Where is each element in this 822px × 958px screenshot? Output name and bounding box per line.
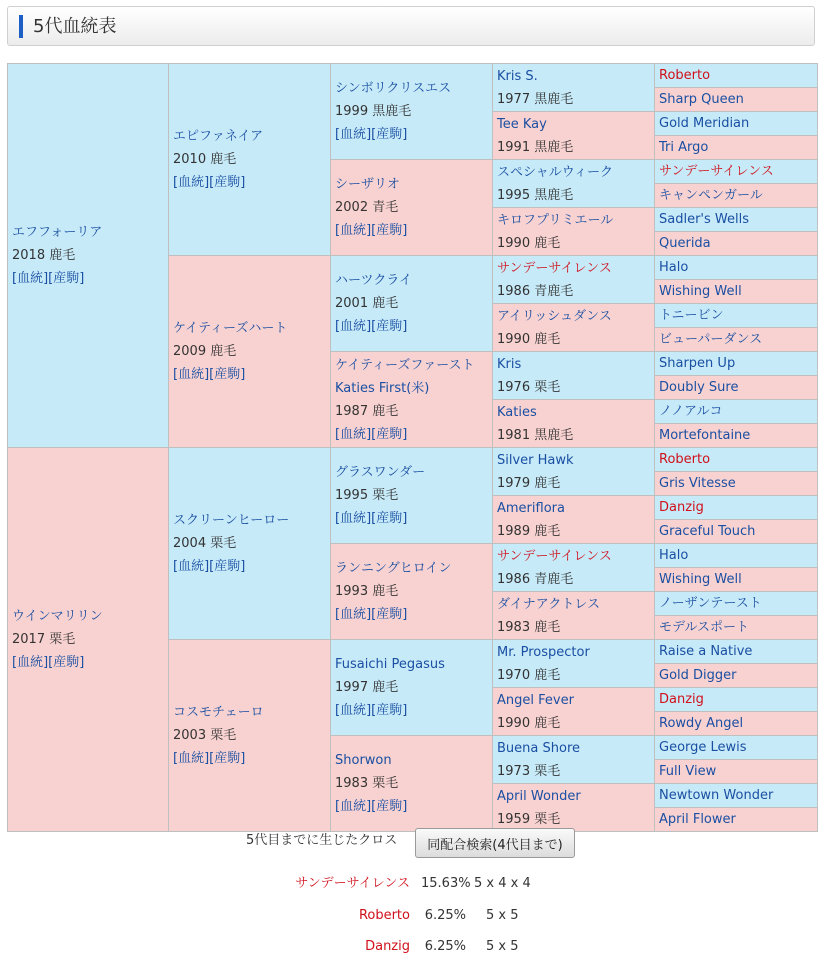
ancestor-gen5: [655, 448, 818, 472]
ancestor-gen4: [493, 640, 655, 688]
pedigree-progeny-links[interactable]: [血統][産駒]: [173, 751, 246, 766]
pedigree-progeny-links[interactable]: [血統][産駒]: [335, 511, 408, 526]
ancestor-gen5: [655, 736, 818, 760]
horse-info: 1989 鹿毛: [497, 523, 561, 539]
cross-pattern: 5 x 4 x 4: [474, 876, 531, 891]
cross-horse-name-text[interactable]: Danzig: [365, 939, 410, 954]
horse-name-link[interactable]: Gold Digger: [659, 668, 737, 683]
horse-name-link[interactable]: Angel Fever: [497, 692, 574, 708]
ancestor-gen5: [655, 64, 818, 88]
horse-name-link[interactable]: サンデーサイレンス: [497, 260, 612, 276]
horse-info: 1990 鹿毛: [497, 235, 561, 251]
horse-name-link[interactable]: Gold Meridian: [659, 116, 750, 131]
ancestor-gen5: [655, 520, 818, 544]
horse-info: 2009 鹿毛: [173, 344, 237, 359]
pedigree-progeny-links[interactable]: [血統][産駒]: [173, 175, 246, 190]
horse-info: 1997 鹿毛: [335, 680, 399, 695]
ancestor-gen3: [331, 448, 493, 544]
ancestor-gen4: [493, 688, 655, 736]
ancestor-gen5: [655, 568, 818, 592]
horse-name-link[interactable]: Mr. Prospector: [497, 644, 590, 660]
ancestor-gen3: [331, 256, 493, 352]
horse-name-link[interactable]: エピファネイア: [173, 129, 264, 144]
horse-info: 2018 鹿毛: [12, 248, 76, 263]
ancestor-gen5: [655, 304, 818, 328]
horse-name-link[interactable]: トニービン: [659, 308, 724, 323]
ancestor-gen5: [655, 640, 818, 664]
ancestor-gen5: [655, 280, 818, 304]
horse-name-link[interactable]: Mortefontaine: [659, 428, 751, 443]
ancestor-gen4: [493, 160, 655, 208]
pedigree-progeny-links[interactable]: [血統][産駒]: [173, 367, 246, 382]
ancestor-gen5: [655, 184, 818, 208]
horse-info: 1986 青鹿毛: [497, 283, 574, 299]
section-heading: [7, 6, 815, 46]
ancestor-gen4: [493, 304, 655, 352]
horse-info: 1977 黒鹿毛: [497, 91, 574, 107]
ancestor-gen4: [493, 112, 655, 160]
horse-name-link[interactable]: モデルスポート: [659, 620, 749, 635]
horse-name-link[interactable]: エフフォーリア: [12, 225, 103, 240]
ancestor-gen2: [169, 640, 331, 832]
ancestor-gen5: [655, 784, 818, 808]
ancestor-gen2: [169, 448, 331, 640]
horse-name-link[interactable]: Kris: [497, 356, 522, 372]
ancestor-gen5: [655, 664, 818, 688]
ancestor-gen3: [331, 640, 493, 736]
horse-name-link[interactable]: ビューパーダンス: [659, 332, 763, 347]
horse-name-link[interactable]: ノーザンテースト: [659, 596, 762, 611]
horse-name-link[interactable]: Roberto: [659, 452, 711, 467]
horse-info: 1976 栗毛: [497, 379, 561, 395]
pedigree-progeny-links[interactable]: [血統][産駒]: [335, 319, 408, 334]
ancestor-gen5: [655, 400, 818, 424]
horse-name-link[interactable]: Kris S.: [497, 68, 538, 84]
horse-name-link[interactable]: ケイティーズハート: [173, 321, 288, 336]
horse-name-link[interactable]: Rowdy Angel: [659, 716, 744, 731]
horse-info: 2002 青毛: [335, 200, 399, 215]
horse-name-link[interactable]: Ameriflora: [497, 500, 565, 516]
horse-name-link[interactable]: スペシャルウィーク: [497, 164, 613, 180]
horse-name-link[interactable]: サンデーサイレンス: [497, 548, 612, 564]
ancestor-gen5: [655, 472, 818, 496]
horse-info: 1999 黒鹿毛: [335, 104, 412, 119]
horse-name-link[interactable]: Sadler's Wells: [659, 212, 749, 227]
horse-name-link[interactable]: Danzig: [659, 692, 704, 707]
cross-percentage: 6.25%: [424, 939, 466, 954]
horse-name-link[interactable]: Buena Shore: [497, 740, 580, 756]
cross-horse-name[interactable]: [210, 906, 410, 926]
ancestor-gen5: [655, 136, 818, 160]
page-title: 5代血統表: [33, 16, 117, 37]
horse-name-link[interactable]: Roberto: [659, 68, 711, 83]
horse-info: 1973 栗毛: [497, 763, 561, 779]
horse-name-link[interactable]: スクリーンヒーロー: [173, 513, 290, 528]
horse-name-link[interactable]: April Flower: [659, 812, 736, 827]
horse-info: 2004 栗毛: [173, 536, 237, 551]
horse-name-link[interactable]: Tri Argo: [659, 140, 709, 155]
cross-horse-name[interactable]: [210, 937, 410, 957]
ancestor-gen3: [331, 544, 493, 640]
horse-info: 1983 鹿毛: [497, 619, 561, 635]
ancestor-gen5: [655, 160, 818, 184]
ancestor-gen5: [655, 712, 818, 736]
horse-name-link[interactable]: キロフプリミエール: [497, 212, 614, 228]
horse-name-link[interactable]: ノノアルコ: [659, 404, 723, 419]
horse-name-link[interactable]: ランニングヒロイン: [335, 561, 452, 576]
ancestor-gen5: [655, 208, 818, 232]
horse-info: 1991 黒鹿毛: [497, 139, 574, 155]
ancestor-gen5: [655, 88, 818, 112]
horse-name-link[interactable]: Graceful Touch: [659, 524, 756, 539]
pedigree-progeny-links[interactable]: [血統][産駒]: [173, 559, 246, 574]
pedigree-progeny-links[interactable]: [血統][産駒]: [335, 799, 408, 814]
cross-horse-name-text[interactable]: サンデーサイレンス: [295, 876, 410, 891]
horse-name-link[interactable]: Querida: [659, 236, 711, 251]
horse-info: 1990 鹿毛: [497, 715, 561, 731]
horse-name-link[interactable]: Raise a Native: [659, 644, 753, 659]
horse-info: 1995 栗毛: [335, 488, 399, 503]
ancestor-gen3: [331, 160, 493, 256]
horse-name-link[interactable]: Gris Vitesse: [659, 476, 736, 491]
horse-name-link[interactable]: Halo: [659, 260, 689, 275]
horse-name-link[interactable]: April Wonder: [497, 788, 581, 804]
pedigree-progeny-links[interactable]: [血統][産駒]: [335, 426, 408, 442]
ancestor-gen5: [655, 256, 818, 280]
horse-name-link[interactable]: Katies: [497, 404, 537, 420]
horse-info: 1993 鹿毛: [335, 584, 399, 599]
horse-name-link[interactable]: Silver Hawk: [497, 452, 574, 468]
ancestor-gen4: [493, 592, 655, 640]
ancestor-gen5: [655, 376, 818, 400]
ancestor-gen5: [655, 760, 818, 784]
pedigree-progeny-links[interactable]: [血統][産駒]: [335, 703, 408, 718]
pedigree-progeny-links[interactable]: [血統][産駒]: [12, 271, 85, 286]
horse-name-link[interactable]: Sharpen Up: [659, 356, 736, 371]
cross-pattern: 5 x 5: [486, 908, 519, 923]
horse-info: 2010 鹿毛: [173, 152, 237, 167]
cross-percentage: 15.63%: [421, 876, 471, 891]
ancestor-gen1: [8, 64, 169, 448]
horse-info: 1990 鹿毛: [497, 331, 561, 347]
ancestor-gen3: [331, 352, 493, 448]
cross-horse-name-text[interactable]: Roberto: [358, 908, 410, 923]
horse-name-link[interactable]: ウインマリリン: [12, 609, 103, 624]
ancestor-gen1: [8, 448, 169, 832]
ancestor-gen5: [655, 544, 818, 568]
horse-name-link[interactable]: アイリッシュダンス: [497, 308, 612, 324]
ancestor-gen4: [493, 352, 655, 400]
cross-pattern: 5 x 5: [486, 939, 519, 954]
ancestor-gen5: [655, 232, 818, 256]
horse-name-link[interactable]: Wishing Well: [659, 572, 742, 587]
same-mating-search-button[interactable]: 同配合検索(4代目まで): [415, 828, 575, 858]
horse-name-link[interactable]: グラスワンダー: [335, 465, 426, 480]
horse-name-link[interactable]: シンボリクリスエス: [335, 81, 452, 96]
horse-info: 1981 黒鹿毛: [497, 427, 574, 443]
ancestor-gen5: [655, 112, 818, 136]
horse-info: 2001 鹿毛: [335, 296, 399, 311]
horse-info: 1970 鹿毛: [497, 667, 561, 683]
horse-info: 1986 青鹿毛: [497, 571, 574, 587]
horse-info: 1959 栗毛: [497, 811, 561, 827]
pedigree-table: [7, 63, 818, 832]
horse-name-link[interactable]: ケイティーズファースト: [335, 357, 475, 373]
horse-name-link[interactable]: George Lewis: [659, 740, 747, 755]
ancestor-gen4: [493, 208, 655, 256]
ancestor-gen5: [655, 808, 818, 832]
ancestor-gen5: [655, 352, 818, 376]
horse-name-link[interactable]: Sharp Queen: [659, 92, 744, 107]
ancestor-gen5: [655, 592, 818, 616]
ancestor-gen5: [655, 688, 818, 712]
pedigree-progeny-links[interactable]: [血統][産駒]: [335, 127, 408, 142]
pedigree-progeny-links[interactable]: [血統][産駒]: [335, 607, 408, 622]
horse-info: 1983 栗毛: [335, 776, 399, 791]
horse-name-link[interactable]: ダイナアクトレス: [497, 596, 600, 612]
ancestor-gen4: [493, 544, 655, 592]
horse-alt-name[interactable]: Katies First(米): [335, 380, 430, 396]
ancestor-gen2: [169, 256, 331, 448]
horse-name-link[interactable]: Halo: [659, 548, 689, 563]
horse-name-link[interactable]: Newtown Wonder: [659, 788, 774, 803]
ancestor-gen4: [493, 64, 655, 112]
ancestor-gen4: [493, 400, 655, 448]
heading-accent-bar: [19, 15, 23, 38]
horse-name-link[interactable]: シーザリオ: [335, 177, 400, 192]
horse-info: 2003 栗毛: [173, 728, 237, 743]
horse-name-link[interactable]: Tee Kay: [497, 116, 547, 132]
horse-info: 2017 栗毛: [12, 632, 76, 647]
ancestor-gen4: [493, 448, 655, 496]
ancestor-gen3: [331, 736, 493, 832]
pedigree-progeny-links[interactable]: [血統][産駒]: [12, 655, 85, 670]
ancestor-gen2: [169, 64, 331, 256]
ancestor-gen4: [493, 784, 655, 832]
horse-name-link[interactable]: Wishing Well: [659, 284, 742, 299]
horse-name-link[interactable]: サンデーサイレンス: [659, 164, 774, 179]
pedigree-progeny-links[interactable]: [血統][産駒]: [335, 223, 408, 238]
ancestor-gen5: [655, 424, 818, 448]
ancestor-gen5: [655, 328, 818, 352]
cross-label: 5代目までに生じたクロス: [246, 833, 398, 848]
horse-name-link[interactable]: Shorwon: [335, 753, 392, 768]
cross-horse-name[interactable]: [210, 874, 410, 894]
horse-name-link[interactable]: Fusaichi Pegasus: [335, 657, 445, 672]
horse-info: 1995 黒鹿毛: [497, 187, 574, 203]
horse-name-link[interactable]: Danzig: [659, 500, 704, 515]
ancestor-gen3: [331, 64, 493, 160]
horse-info: 1987 鹿毛: [335, 403, 399, 419]
horse-name-link[interactable]: Doubly Sure: [659, 380, 739, 395]
ancestor-gen5: [655, 616, 818, 640]
horse-name-link[interactable]: Full View: [659, 764, 717, 779]
ancestor-gen5: [655, 496, 818, 520]
ancestor-gen4: [493, 496, 655, 544]
horse-name-link[interactable]: ハーツクライ: [335, 273, 412, 288]
horse-info: 1979 鹿毛: [497, 475, 561, 491]
cross-percentage: 6.25%: [424, 908, 466, 923]
ancestor-gen4: [493, 736, 655, 784]
horse-name-link[interactable]: キャンペンガール: [659, 188, 763, 203]
horse-name-link[interactable]: コスモチェーロ: [173, 705, 264, 720]
ancestor-gen4: [493, 256, 655, 304]
